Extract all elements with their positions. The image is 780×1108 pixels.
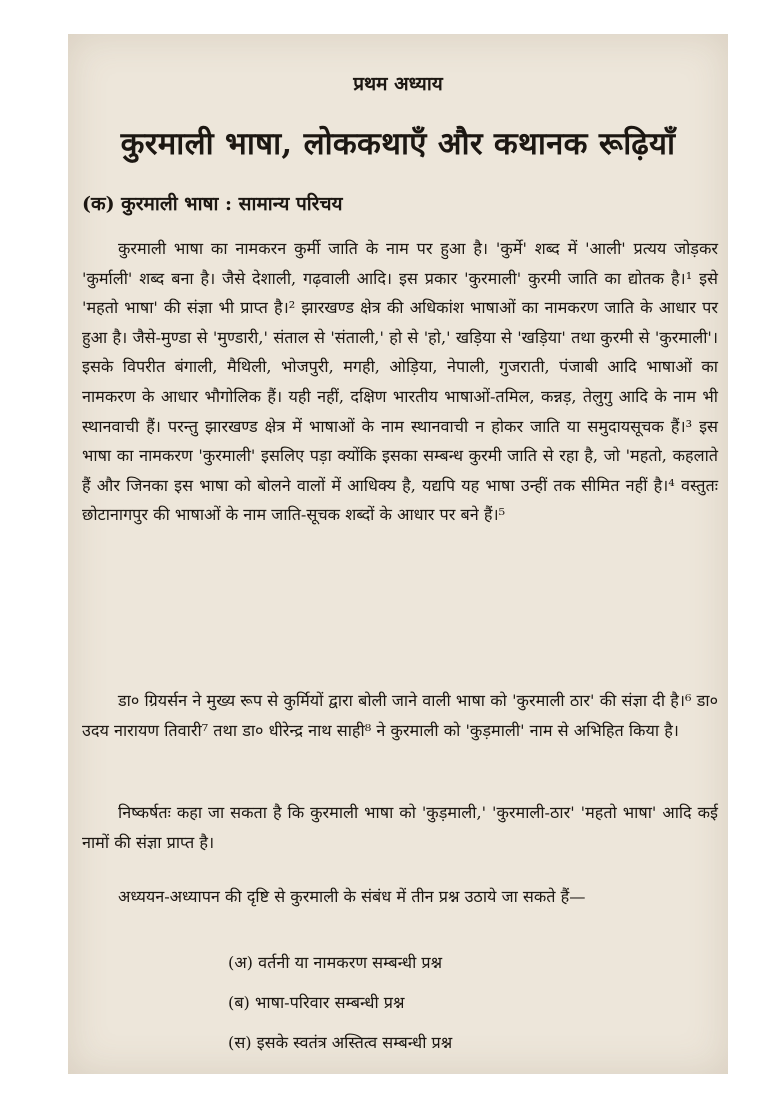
paragraph-grierson: डा० ग्रियर्सन ने मुख्य रूप से कुर्मियों द्वारा बोली जाने वाली भाषा को 'कुरमाली ठार' की संज्ञा दी है।⁶ डा० उदय नारायण तिवारी⁷ तथा डा० धीरेन्द्र नाथ साही⁸ ने कुरमाली को 'कुड़माली' नाम से अभिहित किया है। (82, 691, 718, 740)
paragraph-questions-intro: अध्ययन-अध्यापन की दृष्टि से कुरमाली के संबंध में तीन प्रश्न उठाये जा सकते हैं— (118, 887, 586, 906)
paragraph-conclusion: निष्कर्षतः कहा जा सकता है कि कुरमाली भाषा को 'कुड़माली,' 'कुरमाली-ठार' 'महतो भाषा' आदि कई नामों की संज्ञा प्राप्त है। (82, 803, 718, 852)
book-page (68, 34, 728, 1074)
chapter-label: प्रथम अध्याय (353, 73, 443, 95)
question-list (228, 943, 452, 1063)
section-heading: (क) कुरमाली भाषा : सामान्य परिचय (82, 193, 343, 215)
list-item: (अ) वर्तनी या नामकरण सम्बन्धी प्रश्न (228, 953, 443, 972)
chapter-title: कुरमाली भाषा, लोककथाएँ और कथानक रूढ़ियाँ (120, 126, 676, 162)
list-item: (ब) भाषा-परिवार सम्बन्धी प्रश्न (228, 993, 405, 1012)
list-item: (स) इसके स्वतंत्र अस्तित्व सम्बन्धी प्रश्न (228, 1033, 453, 1052)
paragraph-intro: कुरमाली भाषा का नामकरन कुर्मी जाति के नाम पर हुआ है। 'कुर्मे' शब्द में 'आली' प्रत्यय जोड़कर 'कुर्माली' शब्द बना है। जैसे देशाली, गढ़वाली आदि। इस प्रकार 'कुरमाली' कुरमी जाति का द्योतक है।¹ इसे 'महतो भाषा' की संज्ञा भी प्राप्त है।² झारखण्ड क्षेत्र की अधिकांश भाषाओं का नामकरण जाति के आधार पर हुआ है। जैसे-मुण्डा से 'मुण्डारी,' संताल से 'संताली,' हो से 'हो,' खड़िया से 'खड़िया' तथा कुरमी से 'कुरमाली'। इसके विपरीत बंगाली, मैथिली, भोजपुरी, मगही, ओड़िया, नेपाली, गुजराती, पंजाबी आदि भाषाओं का नामकरण के आधार भौगोलिक हैं। यही नहीं, दक्षिण भारतीय भाषाओं-तमिल, कन्नड़, तेलुगु आदि के नाम भी स्थानवाची हैं। परन्तु झारखण्ड क्षेत्र में भाषाओं के नाम स्थानवाची न होकर जाति या समुदायसूचक हैं।³ इस भाषा का नामकरण 'कुरमाली' इसलिए पड़ा क्योंकि इसका सम्बन्ध कुरमी जाति से रहा है, जो 'महतो, कहलाते हैं और जिनका इस भाषा को बोलने वालों में आधिक्य है, यद्यपि यह भाषा उन्हीं तक सीमित नहीं है।⁴ वस्तुतः छोटानागपुर की भाषाओं के नाम जाति-सूचक शब्दों के आधार पर बने हैं।⁵ (82, 239, 718, 525)
